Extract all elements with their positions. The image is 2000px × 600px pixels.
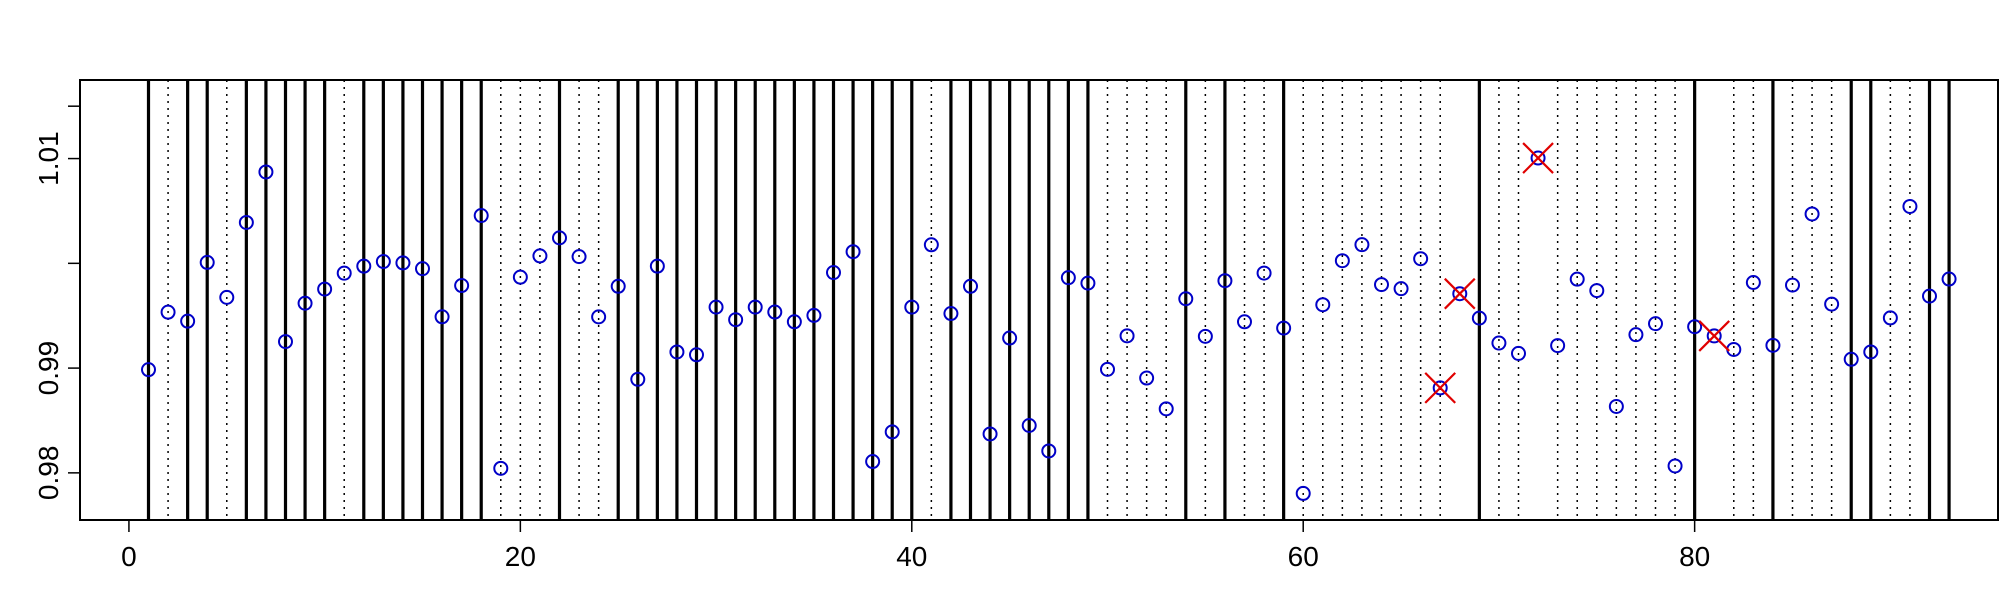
x-tick-label: 80 — [1679, 541, 1711, 572]
y-tick-label: 0.98 — [33, 445, 64, 501]
y-tick-label: 0.99 — [33, 340, 64, 396]
x-tick-label: 0 — [121, 541, 137, 572]
x-tick-label: 60 — [1287, 541, 1319, 572]
y-tick-label: 1.01 — [33, 131, 64, 186]
x-tick-label: 20 — [504, 541, 536, 572]
x-tick-label: 40 — [896, 541, 928, 572]
